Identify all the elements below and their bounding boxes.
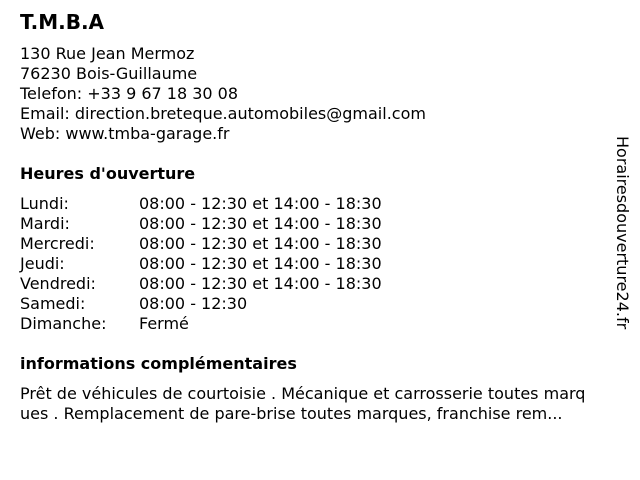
- day-label: Samedi:: [20, 294, 86, 313]
- hours-heading: Heures d'ouverture: [20, 164, 196, 183]
- info-heading: informations complémentaires: [20, 354, 297, 373]
- day-label: Mardi:: [20, 214, 70, 233]
- day-hours: Fermé: [139, 314, 189, 333]
- hours-row-saturday: [20, 294, 382, 314]
- day-label: Jeudi:: [20, 254, 65, 273]
- hours-row-sunday: [20, 314, 382, 334]
- day-label: Dimanche:: [20, 314, 107, 333]
- day-label: Vendredi:: [20, 274, 96, 293]
- site-watermark: Horairesdouverture24.fr: [613, 136, 632, 330]
- contact-block: [20, 44, 426, 144]
- phone-line: Telefon: +33 9 67 18 30 08: [20, 84, 239, 103]
- day-hours: 08:00 - 12:30: [139, 294, 248, 313]
- info-line: Prêt de véhicules de courtoisie . Mécanique et carrosserie toutes marq: [20, 384, 586, 403]
- day-hours: 08:00 - 12:30 et 14:00 - 18:30: [139, 214, 382, 233]
- address-city: 76230 Bois-Guillaume: [20, 64, 198, 83]
- business-name: T.M.B.A: [20, 10, 105, 34]
- day-hours: 08:00 - 12:30 et 14:00 - 18:30: [139, 254, 382, 273]
- hours-row-tuesday: [20, 214, 382, 234]
- info-line: ues . Remplacement de pare-brise toutes marques, franchise rem...: [20, 404, 563, 423]
- day-label: Lundi:: [20, 194, 69, 213]
- hours-row-thursday: [20, 254, 382, 274]
- web-line: Web: www.tmba-garage.fr: [20, 124, 230, 143]
- hours-row-wednesday: [20, 234, 382, 254]
- email-line: Email: direction.breteque.automobiles@gmail.com: [20, 104, 426, 123]
- hours-row-friday: [20, 274, 382, 294]
- hours-row-monday: [20, 194, 382, 214]
- info-description: [20, 384, 632, 424]
- address-street: 130 Rue Jean Mermoz: [20, 44, 195, 63]
- day-hours: 08:00 - 12:30 et 14:00 - 18:30: [139, 234, 382, 253]
- opening-hours-table: [20, 194, 382, 334]
- day-hours: 08:00 - 12:30 et 14:00 - 18:30: [139, 274, 382, 293]
- day-hours: 08:00 - 12:30 et 14:00 - 18:30: [139, 194, 382, 213]
- day-label: Mercredi:: [20, 234, 95, 253]
